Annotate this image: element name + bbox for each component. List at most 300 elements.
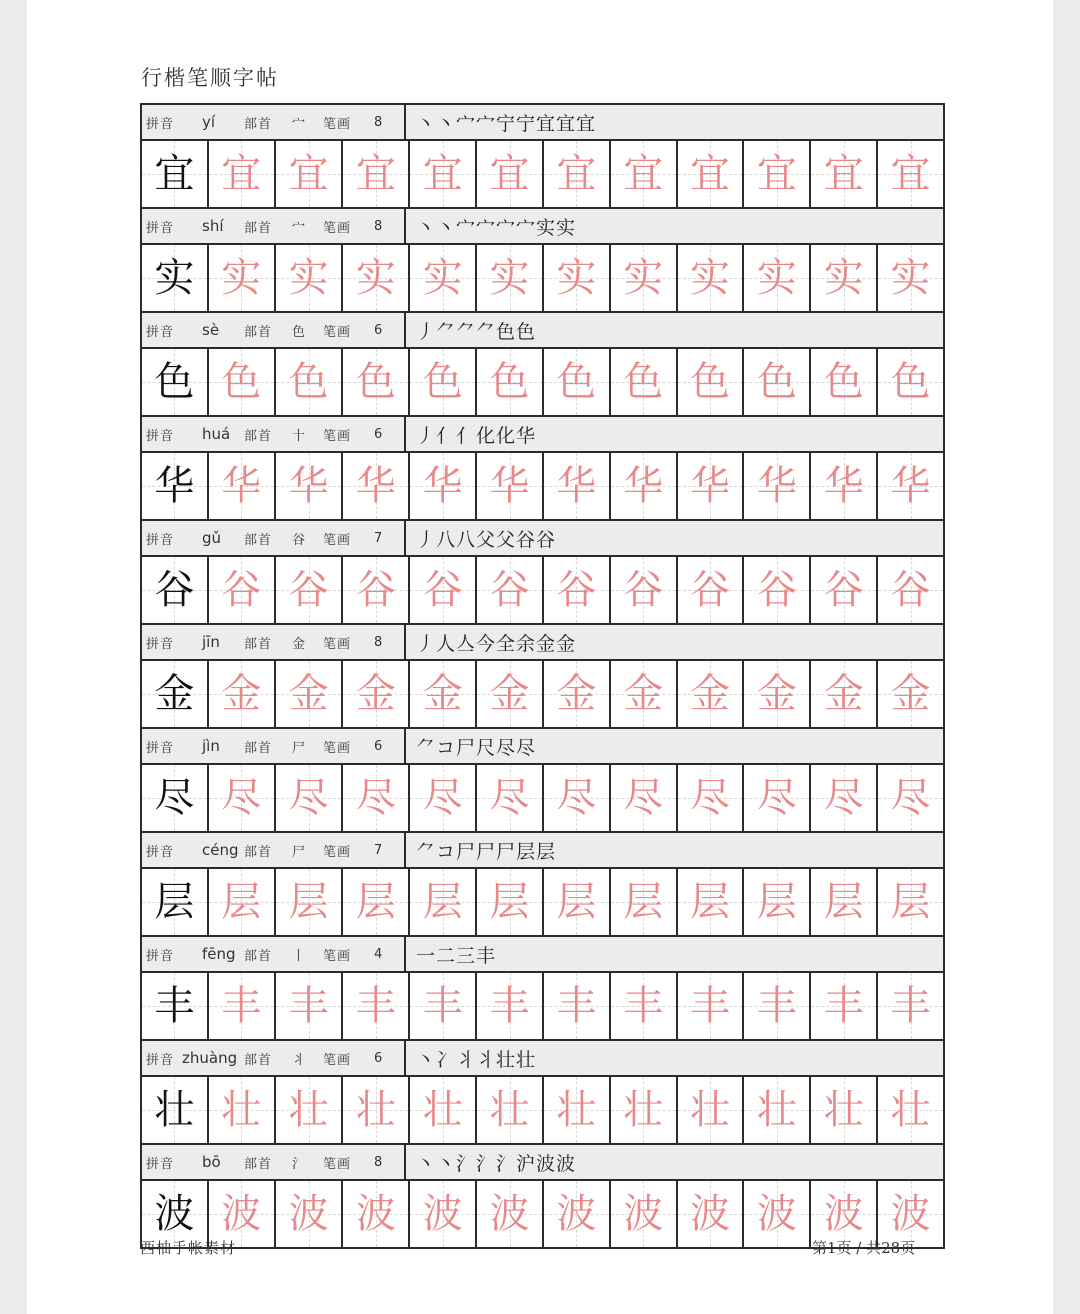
tracing-character: 壮 <box>288 1087 329 1133</box>
info-row <box>142 937 945 973</box>
radical-value: 丬 <box>292 1052 306 1068</box>
character-info <box>142 833 406 867</box>
radical-value: 宀 <box>292 116 306 132</box>
tracing-cell <box>209 765 276 831</box>
stroke-order: 丶丶氵氵氵沪波波 <box>406 1145 945 1179</box>
pinyin-value: jìn <box>202 737 220 755</box>
character-row <box>142 453 945 521</box>
tracing-cell <box>544 245 611 311</box>
tracing-character: 波 <box>823 1191 864 1237</box>
tracing-cell <box>811 245 878 311</box>
tracing-character: 谷 <box>890 567 931 613</box>
tracing-cell <box>544 765 611 831</box>
tracing-character: 尽 <box>489 775 530 821</box>
tracing-character: 华 <box>623 463 664 509</box>
tracing-character: 色 <box>288 359 329 405</box>
tracing-character: 宜 <box>288 151 329 197</box>
tracing-character: 壮 <box>489 1087 530 1133</box>
character-entry <box>142 1145 945 1249</box>
strokes-label: 笔画 <box>323 116 352 132</box>
tracing-cell <box>744 141 811 207</box>
model-character: 壮 <box>154 1087 195 1133</box>
tracing-cell <box>477 973 544 1039</box>
strokes-label: 笔画 <box>323 1156 352 1172</box>
tracing-cell <box>744 557 811 623</box>
tracing-character: 壮 <box>355 1087 396 1133</box>
pinyin-label: 拼音 <box>146 636 175 652</box>
tracing-cell <box>410 661 477 727</box>
character-info <box>142 729 406 763</box>
tracing-character: 谷 <box>556 567 597 613</box>
tracing-cell <box>611 973 678 1039</box>
tracing-character: 宜 <box>690 151 731 197</box>
model-character-cell <box>142 245 209 311</box>
tracing-cell <box>678 869 745 935</box>
tracing-character: 尽 <box>288 775 329 821</box>
tracing-character: 色 <box>890 359 931 405</box>
tracing-character: 色 <box>623 359 664 405</box>
pinyin-value: huá <box>202 425 231 443</box>
model-character: 波 <box>154 1191 195 1237</box>
tracing-cell <box>811 453 878 519</box>
tracing-cell <box>811 141 878 207</box>
tracing-character: 色 <box>221 359 262 405</box>
pinyin-value: bō <box>202 1153 221 1171</box>
practice-grid <box>140 103 945 1249</box>
radical-value: 金 <box>292 636 306 652</box>
tracing-cell <box>477 1181 544 1247</box>
tracing-character: 金 <box>422 671 463 717</box>
tracing-cell <box>477 349 544 415</box>
tracing-cell <box>477 1077 544 1143</box>
tracing-cell <box>744 453 811 519</box>
radical-label: 部首 <box>244 1156 273 1172</box>
tracing-cell <box>276 973 344 1039</box>
tracing-character: 华 <box>221 463 262 509</box>
tracing-cell <box>611 1077 678 1143</box>
tracing-cell <box>544 661 611 727</box>
tracing-cell <box>678 349 745 415</box>
tracing-character: 华 <box>823 463 864 509</box>
tracing-character: 层 <box>890 879 931 925</box>
stroke-count: 7 <box>374 530 383 546</box>
tracing-cell <box>811 973 878 1039</box>
tracing-character: 波 <box>221 1191 262 1237</box>
tracing-character: 层 <box>823 879 864 925</box>
tracing-character: 金 <box>221 671 262 717</box>
character-row <box>142 245 945 313</box>
tracing-character: 波 <box>489 1191 530 1237</box>
tracing-cell <box>878 765 945 831</box>
tracing-cell <box>477 141 544 207</box>
tracing-character: 丰 <box>556 983 597 1029</box>
tracing-character: 色 <box>556 359 597 405</box>
tracing-character: 色 <box>422 359 463 405</box>
tracing-cell <box>477 557 544 623</box>
tracing-cell <box>678 141 745 207</box>
radical-label: 部首 <box>244 220 273 236</box>
tracing-character: 丰 <box>422 983 463 1029</box>
stroke-order: 丶冫丬丬壮壮 <box>406 1041 945 1075</box>
tracing-cell <box>678 973 745 1039</box>
pinyin-label: 拼音 <box>146 844 175 860</box>
character-entry <box>142 417 945 521</box>
tracing-cell <box>343 1181 410 1247</box>
strokes-label: 笔画 <box>323 428 352 444</box>
tracing-character: 华 <box>690 463 731 509</box>
tracing-character: 实 <box>221 255 262 301</box>
tracing-character: 宜 <box>489 151 530 197</box>
info-row <box>142 105 945 141</box>
character-info <box>142 937 406 971</box>
tracing-cell <box>744 245 811 311</box>
tracing-cell <box>611 349 678 415</box>
tracing-character: 华 <box>756 463 797 509</box>
tracing-cell <box>811 557 878 623</box>
tracing-cell <box>209 869 276 935</box>
tracing-cell <box>744 1181 811 1247</box>
tracing-character: 波 <box>623 1191 664 1237</box>
tracing-cell <box>744 1077 811 1143</box>
pinyin-label: 拼音 <box>146 1052 175 1068</box>
tracing-character: 实 <box>823 255 864 301</box>
tracing-cell <box>343 349 410 415</box>
tracing-character: 层 <box>690 879 731 925</box>
tracing-cell <box>343 141 410 207</box>
tracing-character: 尽 <box>756 775 797 821</box>
radical-label: 部首 <box>244 324 273 340</box>
radical-value: 尸 <box>292 740 306 756</box>
tracing-cell <box>343 869 410 935</box>
tracing-character: 金 <box>623 671 664 717</box>
tracing-character: 谷 <box>489 567 530 613</box>
strokes-label: 笔画 <box>323 740 352 756</box>
tracing-cell <box>410 765 477 831</box>
tracing-character: 尽 <box>690 775 731 821</box>
tracing-cell <box>209 453 276 519</box>
tracing-character: 层 <box>556 879 597 925</box>
character-info <box>142 625 406 659</box>
pinyin-value: shí <box>202 217 224 235</box>
tracing-character: 金 <box>355 671 396 717</box>
radical-value: 尸 <box>292 844 306 860</box>
pinyin-label: 拼音 <box>146 116 175 132</box>
character-row <box>142 973 945 1041</box>
pinyin-value: fēng <box>202 945 236 963</box>
tracing-character: 谷 <box>690 567 731 613</box>
stroke-order: 丶丶宀宀宁宁宜宜宜 <box>406 105 945 139</box>
stroke-count: 8 <box>374 1154 383 1170</box>
radical-value: 十 <box>292 428 306 444</box>
worksheet-page <box>27 0 1053 1314</box>
tracing-cell <box>276 349 344 415</box>
tracing-character: 华 <box>288 463 329 509</box>
tracing-character: 壮 <box>823 1087 864 1133</box>
pinyin-value: sè <box>202 321 220 339</box>
tracing-character: 色 <box>756 359 797 405</box>
tracing-character: 壮 <box>556 1087 597 1133</box>
tracing-character: 波 <box>890 1191 931 1237</box>
tracing-cell <box>477 765 544 831</box>
tracing-character: 华 <box>422 463 463 509</box>
tracing-character: 丰 <box>823 983 864 1029</box>
radical-label: 部首 <box>244 532 273 548</box>
radical-label: 部首 <box>244 428 273 444</box>
stroke-order: ⺈コ尸尺尽尽 <box>406 729 945 763</box>
model-character: 华 <box>154 463 195 509</box>
model-character-cell <box>142 661 209 727</box>
tracing-character: 尽 <box>221 775 262 821</box>
pinyin-label: 拼音 <box>146 532 175 548</box>
character-info <box>142 313 406 347</box>
tracing-character: 丰 <box>890 983 931 1029</box>
tracing-character: 波 <box>556 1191 597 1237</box>
tracing-character: 金 <box>756 671 797 717</box>
model-character-cell <box>142 869 209 935</box>
tracing-character: 宜 <box>355 151 396 197</box>
tracing-cell <box>544 453 611 519</box>
tracing-cell <box>544 141 611 207</box>
character-entry <box>142 729 945 833</box>
tracing-cell <box>276 245 344 311</box>
tracing-character: 宜 <box>422 151 463 197</box>
character-row <box>142 869 945 937</box>
tracing-character: 尽 <box>556 775 597 821</box>
model-character: 丰 <box>154 983 195 1029</box>
tracing-character: 宜 <box>823 151 864 197</box>
tracing-character: 色 <box>489 359 530 405</box>
tracing-cell <box>209 1077 276 1143</box>
character-entry <box>142 313 945 417</box>
tracing-cell <box>611 869 678 935</box>
tracing-character: 实 <box>623 255 664 301</box>
model-character: 尽 <box>154 775 195 821</box>
pinyin-label: 拼音 <box>146 220 175 236</box>
character-info <box>142 209 406 243</box>
character-entry <box>142 521 945 625</box>
info-row <box>142 1041 945 1077</box>
tracing-cell <box>276 453 344 519</box>
tracing-cell <box>811 1077 878 1143</box>
tracing-cell <box>611 245 678 311</box>
tracing-character: 金 <box>823 671 864 717</box>
model-character-cell <box>142 973 209 1039</box>
tracing-character: 尽 <box>422 775 463 821</box>
tracing-cell <box>678 1077 745 1143</box>
pinyin-value: jīn <box>202 633 220 651</box>
tracing-character: 宜 <box>556 151 597 197</box>
tracing-cell <box>878 245 945 311</box>
character-row <box>142 141 945 209</box>
tracing-character: 丰 <box>756 983 797 1029</box>
model-character: 谷 <box>154 567 195 613</box>
tracing-character: 壮 <box>890 1087 931 1133</box>
character-row <box>142 661 945 729</box>
stroke-count: 6 <box>374 738 383 754</box>
tracing-character: 谷 <box>221 567 262 613</box>
strokes-label: 笔画 <box>323 220 352 236</box>
tracing-cell <box>878 349 945 415</box>
tracing-character: 尽 <box>623 775 664 821</box>
pinyin-label: 拼音 <box>146 740 175 756</box>
footer-page-info: 第1页 / 共28页 <box>812 1239 916 1257</box>
tracing-character: 谷 <box>623 567 664 613</box>
tracing-cell <box>744 661 811 727</box>
tracing-character: 谷 <box>756 567 797 613</box>
tracing-character: 金 <box>690 671 731 717</box>
tracing-cell <box>611 453 678 519</box>
tracing-cell <box>343 245 410 311</box>
radical-label: 部首 <box>244 948 273 964</box>
character-entry <box>142 105 945 209</box>
tracing-cell <box>544 1181 611 1247</box>
tracing-cell <box>343 661 410 727</box>
radical-value: 宀 <box>292 220 306 236</box>
tracing-character: 丰 <box>489 983 530 1029</box>
tracing-character: 波 <box>422 1191 463 1237</box>
tracing-cell <box>477 661 544 727</box>
tracing-character: 谷 <box>422 567 463 613</box>
tracing-character: 华 <box>556 463 597 509</box>
strokes-label: 笔画 <box>323 844 352 860</box>
tracing-cell <box>611 1181 678 1247</box>
radical-label: 部首 <box>244 116 273 132</box>
stroke-count: 8 <box>374 634 383 650</box>
tracing-cell <box>744 973 811 1039</box>
stroke-count: 8 <box>374 114 383 130</box>
tracing-cell <box>410 1181 477 1247</box>
character-row <box>142 557 945 625</box>
tracing-cell <box>477 245 544 311</box>
pinyin-value: yí <box>202 113 216 131</box>
stroke-count: 6 <box>374 1050 383 1066</box>
tracing-cell <box>477 869 544 935</box>
stroke-order: 一二三丰 <box>406 937 945 971</box>
tracing-cell <box>611 141 678 207</box>
tracing-cell <box>811 349 878 415</box>
info-row <box>142 729 945 765</box>
tracing-character: 宜 <box>890 151 931 197</box>
tracing-cell <box>678 661 745 727</box>
tracing-cell <box>678 765 745 831</box>
strokes-label: 笔画 <box>323 324 352 340</box>
tracing-cell <box>410 973 477 1039</box>
info-row <box>142 313 945 349</box>
stroke-order: 丿人亼今全余金金 <box>406 625 945 659</box>
tracing-cell <box>276 1181 344 1247</box>
tracing-character: 色 <box>823 359 864 405</box>
tracing-cell <box>878 661 945 727</box>
tracing-character: 色 <box>355 359 396 405</box>
radical-value: 丨 <box>292 948 306 964</box>
info-row <box>142 625 945 661</box>
tracing-cell <box>678 557 745 623</box>
tracing-character: 壮 <box>623 1087 664 1133</box>
tracing-cell <box>410 453 477 519</box>
radical-label: 部首 <box>244 636 273 652</box>
character-info <box>142 105 406 139</box>
tracing-character: 金 <box>288 671 329 717</box>
info-row <box>142 833 945 869</box>
tracing-character: 华 <box>890 463 931 509</box>
model-character: 层 <box>154 879 195 925</box>
pinyin-label: 拼音 <box>146 428 175 444</box>
tracing-cell <box>611 661 678 727</box>
character-row <box>142 349 945 417</box>
tracing-character: 波 <box>288 1191 329 1237</box>
tracing-character: 层 <box>489 879 530 925</box>
tracing-character: 丰 <box>690 983 731 1029</box>
tracing-cell <box>744 349 811 415</box>
stroke-order: 丿⺈⺈⺈色色 <box>406 313 945 347</box>
tracing-cell <box>544 973 611 1039</box>
tracing-cell <box>811 765 878 831</box>
page-title: 行楷笔顺字帖 <box>141 66 279 90</box>
info-row <box>142 521 945 557</box>
tracing-cell <box>209 349 276 415</box>
model-character-cell <box>142 765 209 831</box>
tracing-cell <box>209 141 276 207</box>
tracing-character: 宜 <box>756 151 797 197</box>
tracing-character: 华 <box>489 463 530 509</box>
tracing-character: 层 <box>422 879 463 925</box>
info-row <box>142 1145 945 1181</box>
info-row <box>142 209 945 245</box>
radical-value: 色 <box>292 324 306 340</box>
tracing-cell <box>811 661 878 727</box>
tracing-character: 实 <box>422 255 463 301</box>
tracing-character: 壮 <box>756 1087 797 1133</box>
tracing-cell <box>744 869 811 935</box>
tracing-character: 尽 <box>890 775 931 821</box>
character-row <box>142 1077 945 1145</box>
tracing-cell <box>544 557 611 623</box>
tracing-character: 波 <box>756 1191 797 1237</box>
character-info <box>142 1145 406 1179</box>
tracing-cell <box>611 765 678 831</box>
tracing-cell <box>878 1077 945 1143</box>
pinyin-value: zhuàng <box>182 1049 238 1067</box>
tracing-cell <box>878 453 945 519</box>
character-info <box>142 521 406 555</box>
pinyin-value: céng <box>202 841 239 859</box>
character-info <box>142 1041 406 1075</box>
tracing-character: 宜 <box>221 151 262 197</box>
pinyin-label: 拼音 <box>146 948 175 964</box>
tracing-cell <box>878 557 945 623</box>
pinyin-label: 拼音 <box>146 324 175 340</box>
model-character: 宜 <box>154 151 195 197</box>
tracing-character: 宜 <box>623 151 664 197</box>
tracing-character: 实 <box>690 255 731 301</box>
radical-value: 谷 <box>292 532 306 548</box>
tracing-character: 金 <box>890 671 931 717</box>
tracing-cell <box>276 141 344 207</box>
tracing-character: 壮 <box>422 1087 463 1133</box>
tracing-character: 色 <box>690 359 731 405</box>
tracing-cell <box>878 869 945 935</box>
character-entry <box>142 1041 945 1145</box>
model-character: 色 <box>154 359 195 405</box>
tracing-cell <box>878 141 945 207</box>
tracing-cell <box>209 557 276 623</box>
tracing-character: 丰 <box>221 983 262 1029</box>
tracing-character: 波 <box>690 1191 731 1237</box>
tracing-cell <box>611 557 678 623</box>
tracing-cell <box>276 1077 344 1143</box>
strokes-label: 笔画 <box>323 636 352 652</box>
tracing-cell <box>410 869 477 935</box>
